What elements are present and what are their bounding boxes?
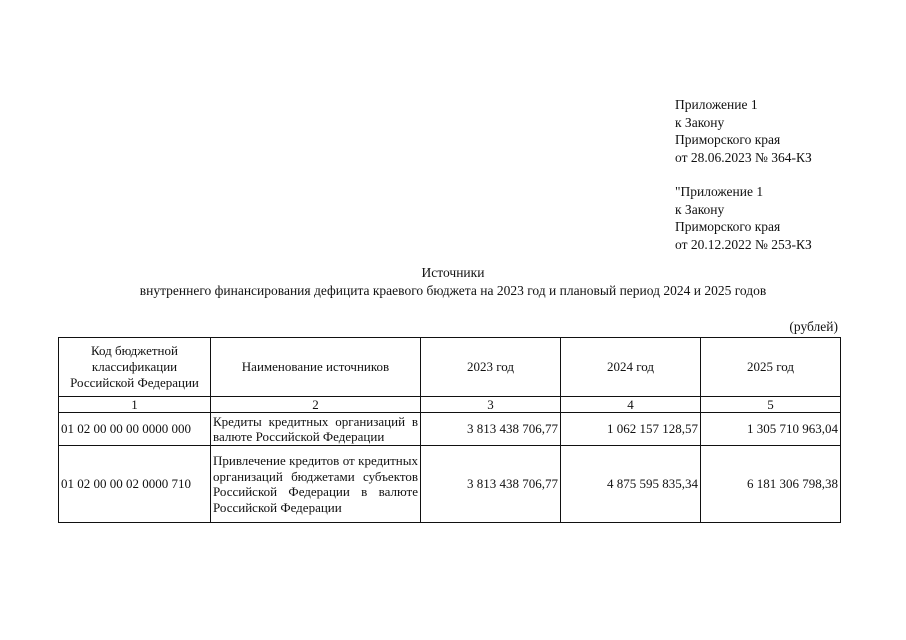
- title-line-1: Источники: [421, 265, 485, 280]
- column-header-2024: 2024 год: [561, 338, 701, 397]
- appendix-line: Приморского края: [675, 219, 781, 234]
- title-line-2: внутреннего финансирования дефицита краевого бюджета на 2023 год и плановый период 2024 и 2025 годов: [139, 283, 767, 298]
- appendix-line: к Закону: [675, 114, 725, 130]
- document-title: [0, 264, 906, 300]
- source-name-cell: Кредиты кредитных организаций в валюте Российской Федерации: [211, 413, 421, 446]
- units-label: (рублей): [789, 319, 838, 334]
- amount-2023-cell: 3 813 438 706,77: [421, 413, 561, 446]
- column-header-2023: 2023 год: [421, 338, 561, 397]
- appendix-line: "Приложение 1: [675, 184, 764, 199]
- amount-2023-cell: 3 813 438 706,77: [421, 446, 561, 523]
- source-name-cell: Привлечение кредитов от кредитных организаций бюджетами субъектов Российской Федерации в валюте Российской Федерации: [211, 446, 421, 523]
- table-row: [59, 446, 841, 523]
- table-row: [59, 413, 841, 446]
- appendix-header-original: [675, 183, 812, 253]
- amount-2025-cell: 6 181 306 798,38: [701, 446, 841, 523]
- column-number: 5: [701, 397, 841, 413]
- table-header-row: [59, 338, 841, 397]
- amount-2024-cell: 1 062 157 128,57: [561, 413, 701, 446]
- appendix-line: от 20.12.2022 № 253-КЗ: [675, 236, 812, 252]
- budget-code-cell: 01 02 00 00 02 0000 710: [59, 446, 211, 523]
- appendix-line: от 28.06.2023 № 364-КЗ: [675, 149, 812, 165]
- column-number: 4: [561, 397, 701, 413]
- column-number: 1: [59, 397, 211, 413]
- sources-table: [58, 337, 841, 523]
- appendix-line: Приложение 1: [675, 97, 758, 112]
- amount-2024-cell: 4 875 595 835,34: [561, 446, 701, 523]
- column-numbers-row: [59, 397, 841, 413]
- column-header-code: Код бюджетной классификации Российской Федерации: [59, 338, 211, 397]
- column-number: 3: [421, 397, 561, 413]
- appendix-line: к Закону: [675, 201, 725, 217]
- column-number: 2: [211, 397, 421, 413]
- column-header-2025: 2025 год: [701, 338, 841, 397]
- appendix-header-current: [675, 96, 812, 166]
- amount-2025-cell: 1 305 710 963,04: [701, 413, 841, 446]
- budget-code-cell: 01 02 00 00 00 0000 000: [59, 413, 211, 446]
- appendix-line: Приморского края: [675, 132, 781, 147]
- column-header-name: Наименование источников: [211, 338, 421, 397]
